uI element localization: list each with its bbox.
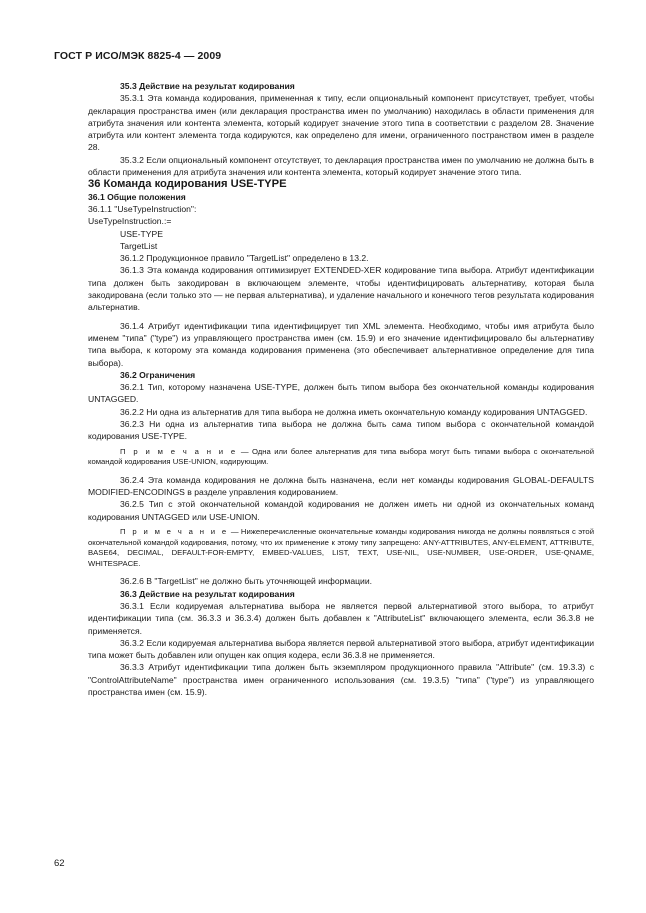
paragraph-36-2-1: 36.2.1 Тип, которому назначена USE-TYPE, должен быть типом выбора без окончательной команды кодирования UNTAGGED.: [88, 382, 594, 405]
note-label: П р и м е ч а н и е: [120, 446, 238, 456]
paragraph-36-2-4: 36.2.4 Эта команда кодирования не должна быть назначена, если нет команды кодирования GLOBAL-DEFAULTS MODIFIED-ENCODINGS в разделе управления кодированием.: [88, 474, 594, 498]
paragraph-36-1-4: 36.1.4 Атрибут идентификации типа идентифицирует тип XML элемента. Необходимо, чтобы имя атрибута было именем "типа" ("type") из управляющего пространства имен (см. 15.9) и его значение идентифицировало бы альтернативу типа выбора, к которому эта команда кодирования применена (это обеспечивает альтернативное определение для типа выбора).: [88, 320, 594, 368]
paragraph-36-1-1: 36.1.1 "UseTypeInstruction":: [88, 203, 197, 214]
paragraph-36-2-2: 36.2.2 Ни одна из альтернатив для типа выбора не должна иметь окончательную команду кодирования UNTAGGED.: [120, 406, 588, 417]
note-text: — Нижеперечисленные окончательные команды кодирования никогда не должны появляться с этой окончательной командой кодирования, потому, что их применение к этому типу запрещено: ANY-ATTRIBUTES, ANY-ELEMENT, ATTRIBUTE, BASE64, DECIMAL, DEFAULT-FOR-EMPTY, EMBED-VALUES, LIST, TEXT, USE-NIL, USE-NUMBER, USE-ORDER, USE-QNAME, WHITESPACE.: [88, 526, 594, 568]
paragraph-36-3-1: 36.3.1 Если кодируемая альтернатива выбора не является первой альтернативой этого выбора, то атрибут идентификации типа (см. 36.3.3 и 36.3.4) должен быть добавлен к "AttributeList" включающего элемента, если 36.3.8 не применяется.: [88, 600, 594, 636]
paragraph-36-2-6: 36.2.6 В "TargetList" не должно быть уточняющей информации.: [120, 576, 373, 587]
note-1: [88, 447, 594, 468]
note-label: П р и м е ч а н и е: [120, 526, 229, 536]
production-rule-target: TargetList: [120, 240, 158, 251]
paragraph-36-3-3: 36.3.3 Атрибут идентификации типа должен быть экземпляром продукционного правила "Attribute" (см. 19.3.3) с "ControlAttributeName" пространства имен ограниченного использования (см. 19.3.5) "типа" ("type") из управляющего пространства имен (см. 15.9).: [88, 662, 594, 698]
paragraph-36-3-2: 36.3.2 Если кодируемая альтернатива выбора является первой альтернативой этого выбора, атрибут идентификации типа может быть добавлен или опущен как опция кодера, если 36.3.8 не применяется.: [88, 637, 594, 661]
note-2: [88, 527, 594, 569]
page-header: ГОСТ Р ИСО/МЭК 8825-4 — 2009: [54, 50, 222, 62]
paragraph-35-3-1: 35.3.1 Эта команда кодирования, примененная к типу, если опциональный компонент присутствует, требует, чтобы декларация пространства имен (или декларация пространства имен по умолчанию) находилась в области применения для атрибута значения или контента элемента, который кодирует значение этого типа в соответствии с разделом 28. Значение атрибута или контент элемента тогда кодируются, как определено для имени, ограниченного постранством имен в разделе 28.: [88, 93, 594, 153]
paragraph-35-3-2: 35.3.2 Если опциональный компонент отсутствует, то декларация пространства имен по умолчанию не должна быть в области применения для атрибута значения или контента элемента, который кодирует значение этого типа.: [88, 154, 594, 178]
document-body: [88, 80, 594, 698]
production-rule-name: UseTypeInstruction.:=: [88, 216, 172, 227]
chapter-heading-36: 36 Команда кодирования USE-TYPE: [88, 178, 287, 191]
page-number: 62: [54, 858, 65, 869]
paragraph-36-1-3: 36.1.3 Эта команда кодирования оптимизирует EXTENDED-XER кодирование типа выбора. Атрибут идентификации типа должен быть закодирован в включающем элементе, чтобы идентифицировать альтернативу, которая была закодирована (если только это — не первая альтернатива), и удаление начального и конечного тегов результата кодирования альтернатив.: [88, 265, 594, 313]
paragraph-36-2-5: 36.2.5 Тип с этой окончательной командой кодирования не должен иметь ни одной из окончательных команд кодирования UNTAGGED или USE-UNION.: [88, 499, 594, 522]
paragraph-36-2-3: 36.2.3 Ни одна из альтернатив типа выбора не должна быть сама типом выбора с окончательной командой кодирования USE-TYPE.: [88, 419, 594, 442]
section-heading-35-3: 35.3 Действие на результат кодирования: [120, 81, 295, 91]
paragraph-36-1-2: 36.1.2 Продукционное правило "TargetList" определено в 13.2.: [120, 253, 369, 264]
note-text: — Одна или более альтернатив для типа выбора могут быть типами выбора с окончательной командой кодирования USE-UNION, кодирующим.: [88, 446, 594, 467]
production-rule-keyword: USE-TYPE: [120, 228, 163, 239]
section-heading-36-2: 36.2 Ограничения: [120, 369, 196, 380]
section-heading-36-3: 36.3 Действие на результат кодирования: [120, 588, 295, 599]
section-heading-36-1: 36.1 Общие положения: [88, 191, 186, 202]
